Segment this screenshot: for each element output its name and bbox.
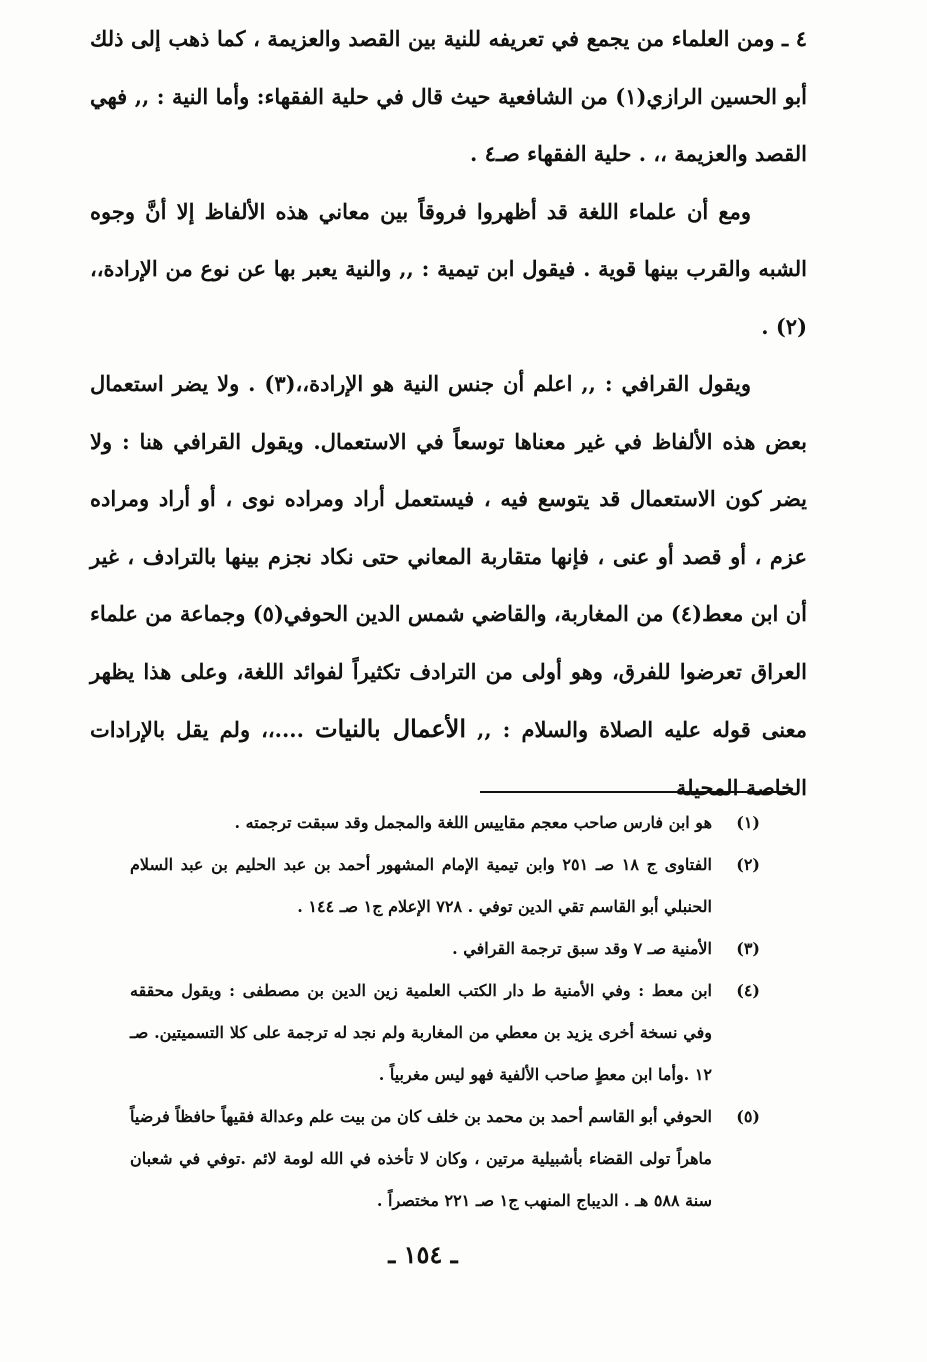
footnote-item: [130, 844, 760, 928]
paragraph-language-scholars: ومع أن علماء اللغة قد أظهروا فروقاً بين معاني هذه الألفاظ إلا أنَّ وجوه الشبه والقرب بينها قوية . فيقول ابن تيمية : ,, والنية يعبر بها عن نوع من الإرادة،،(٢) .: [90, 198, 807, 339]
footnote-number: (٥): [736, 1107, 760, 1126]
paragraph-qarafi-text: ويقول القرافي : ,, اعلم أن جنس النية هو الإرادة،،(٣) . ولا يضر استعمال بعض هذه الألفاظ في غير معناها توسعاً في الاستعمال. ويقول القرافي هنا : ولا يضر كون الاستعمال قد يتوسع فيه ، فيستعمل أراد ومراده نوى ، أو أراد ومراده عزم ، أو قصد أو عنى ، فإنها متقاربة المعاني حتى نكاد نجزم بينها بالترادف ، غير أن ابن معط(٤) من المغاربة، والقاضي شمس الدين الحوفي(٥) وجماعة من علماء العراق تعرضوا للفرق، وهو أولى من الترادف تكثيراً لفوائد اللغة، وعلى هذا يظهر معنى قوله عليه الصلاة والسلام : ,,: [90, 371, 808, 742]
hadith-phrase: الأعمال بالنيات: [314, 714, 466, 743]
footnote-text: ابن معط : وفي الأمنية ط دار الكتب العلمية زين الدين بن مصطفى : ويقول محققه وفي نسخة أخرى يزيد بن معطي من المغاربة ولم نجد له ترجمة على كلا التسميتين. صـ ١٢ .وأما ابن معطٍ صاحب الألفية فهو ليس مغربياً .: [130, 981, 712, 1084]
paragraph-definition: ٤ ـ ومن العلماء من يجمع في تعريفه للنية بين القصد والعزيمة ، كما ذهب إلى ذلك أبو الحسين الرازي(١) من الشافعية حيث قال في حلية الفقهاء: وأما النية : ,, فهي القصد والعزيمة ،، . حلية الفقهاء صـ٤ .: [90, 26, 807, 166]
footnote-item: [130, 1096, 760, 1222]
footnote-number: (١): [736, 813, 760, 832]
footnote-item: [130, 928, 760, 970]
footnote-divider: [480, 791, 790, 793]
footnote-text: الأمنية صـ ٧ وقد سبق ترجمة القرافي .: [452, 939, 712, 958]
footnote-text: الفتاوى ج ١٨ صـ ٢٥١ وابن تيمية الإمام المشهور أحمد بن عبد الحليم بن عبد السلام الحنبلي أبو القاسم تقي الدين توفي . ٧٢٨ الإعلام ج١ صـ ١٤٤ .: [130, 855, 712, 916]
footnote-text: هو ابن فارس صاحب معجم مقاييس اللغة والمجمل وقد سبقت ترجمته .: [234, 813, 712, 832]
page-number: ـ ١٥٤ ـ: [388, 1240, 458, 1269]
main-text: [90, 10, 807, 816]
footnote-item: [130, 802, 760, 844]
paragraph-qarafi: [90, 355, 807, 816]
footnotes: [130, 802, 760, 1222]
footnote-item: [130, 970, 760, 1096]
footnote-number: (٣): [736, 939, 760, 958]
footnote-number: (٤): [736, 981, 760, 1000]
footnote-number: (٢): [736, 855, 760, 874]
paragraph-qarafi-tail: ....،، ولم يقل بالإرادات الخاصة المحيلة: [90, 717, 807, 800]
footnote-text: الحوفي أبو القاسم أحمد بن محمد بن خلف كان من بيت علم وعدالة فقيهاً حافظاً فرضياً ماهراً تولى القضاء بأشبيلية مرتين ، وكان لا تأخذه في الله لومة لائم .توفي في شعبان سنة ٥٨٨ هـ . الديباج المنهب ج١ صـ ٢٢١ مختصراً .: [130, 1107, 712, 1210]
